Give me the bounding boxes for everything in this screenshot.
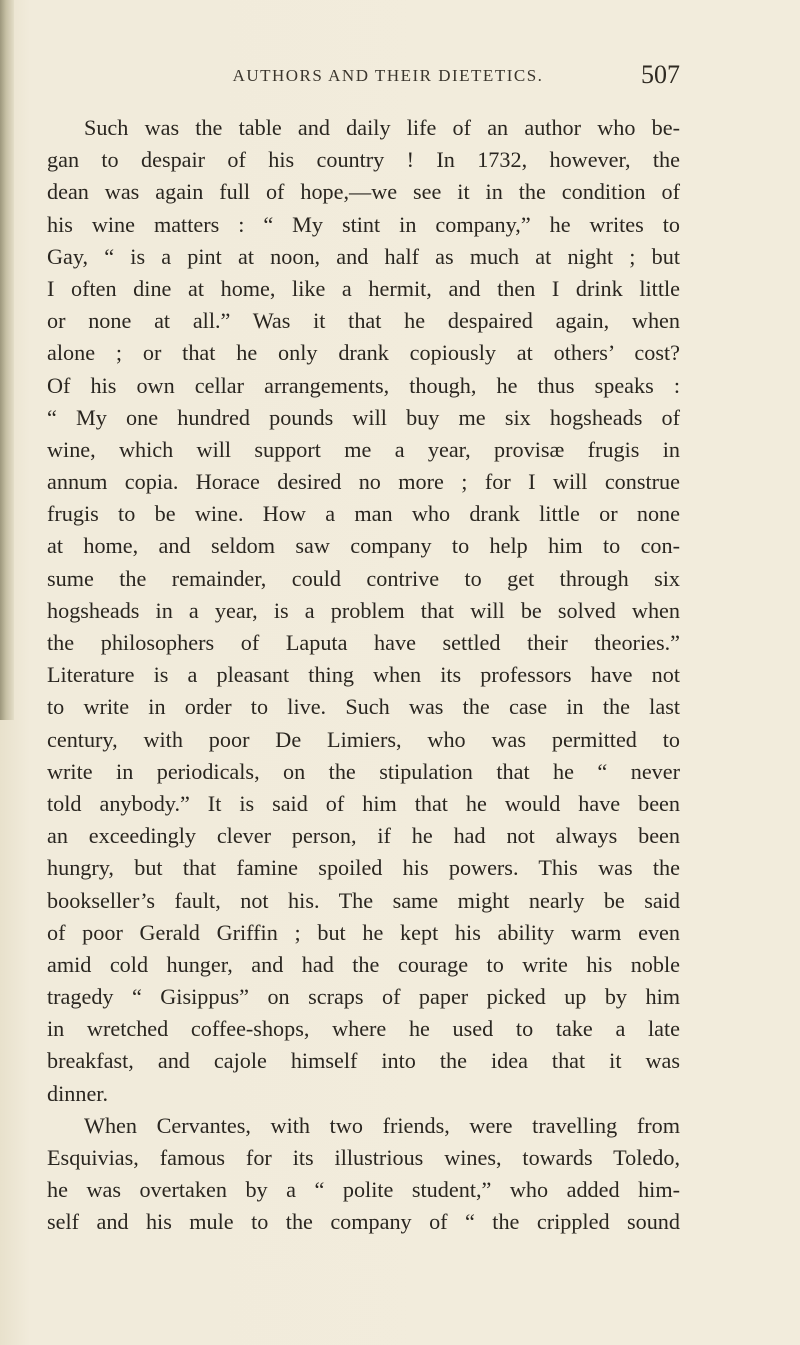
text-line: the philosophers of Laputa have settled their theories.” bbox=[47, 630, 680, 655]
text-line: he was overtaken by a “ polite student,” who added him- bbox=[47, 1177, 680, 1203]
text-line: dean was again full of hope,—we see it in the condition of bbox=[47, 179, 680, 205]
text-line: Gay, “ is a pint at noon, and half as much at night ; but bbox=[47, 243, 680, 269]
text-line: amid cold hunger, and had the courage to write his noble bbox=[47, 951, 680, 977]
page-header bbox=[0, 60, 800, 100]
text-line: or none at all.” Was it that he despaired again, when bbox=[47, 308, 680, 334]
text-line: bookseller’s fault, not his. The same might nearly be said bbox=[47, 887, 680, 913]
text-line: “ My one hundred pounds will buy me six hogsheads of bbox=[47, 404, 680, 430]
text-line: dinner. bbox=[47, 1080, 109, 1106]
text-line: sume the remainder, could contrive to get through six bbox=[47, 565, 680, 591]
text-line: hogsheads in a year, is a problem that will be solved when bbox=[47, 597, 680, 623]
text-line: of poor Gerald Griffin ; but he kept his ability warm even bbox=[47, 919, 680, 945]
body-text bbox=[47, 112, 680, 1239]
text-line: frugis to be wine. How a man who drank little or none bbox=[47, 501, 680, 527]
text-line: Literature is a pleasant thing when its professors have not bbox=[47, 662, 680, 688]
text-line: breakfast, and cajole himself into the idea that it was bbox=[47, 1048, 680, 1074]
text-line: write in periodicals, on the stipulation that he “ never bbox=[47, 758, 680, 784]
text-line: self and his mule to the company of “ the crippled sound bbox=[47, 1209, 680, 1235]
text-line: told anybody.” It is said of him that he would have been bbox=[47, 790, 680, 816]
text-line: alone ; or that he only drank copiously at others’ cost? bbox=[47, 340, 680, 366]
page-binding-edge bbox=[0, 0, 14, 720]
text-line: I often dine at home, like a hermit, and then I drink little bbox=[47, 275, 680, 301]
text-line: century, with poor De Limiers, who was permitted to bbox=[47, 726, 680, 752]
text-line: Of his own cellar arrangements, though, he thus speaks : bbox=[47, 372, 680, 398]
text-line: annum copia. Horace desired no more ; for I will construe bbox=[47, 469, 680, 495]
text-line: When Cervantes, with two friends, were travelling from bbox=[84, 1112, 680, 1138]
text-line: tragedy “ Gisippus” on scraps of paper picked up by him bbox=[47, 984, 680, 1010]
text-line: in wretched coffee-shops, where he used to take a late bbox=[47, 1016, 680, 1042]
text-line: to write in order to live. Such was the case in the last bbox=[47, 694, 680, 720]
page-number: 507 bbox=[641, 60, 680, 89]
text-line: wine, which will support me a year, provisæ frugis in bbox=[47, 436, 680, 462]
text-line: Such was the table and daily life of an author who be- bbox=[84, 115, 680, 140]
text-line: at home, and seldom saw company to help him to con- bbox=[47, 533, 680, 559]
text-line: Esquivias, famous for its illustrious wines, towards Toledo, bbox=[47, 1145, 680, 1170]
running-head: AUTHORS AND THEIR DIETETICS. bbox=[232, 66, 544, 85]
text-line: his wine matters : “ My stint in company,” he writes to bbox=[47, 211, 680, 237]
text-line: gan to despair of his country ! In 1732, however, the bbox=[47, 147, 680, 173]
text-line: an exceedingly clever person, if he had not always been bbox=[47, 823, 680, 849]
text-line: hungry, but that famine spoiled his powers. This was the bbox=[47, 855, 680, 881]
